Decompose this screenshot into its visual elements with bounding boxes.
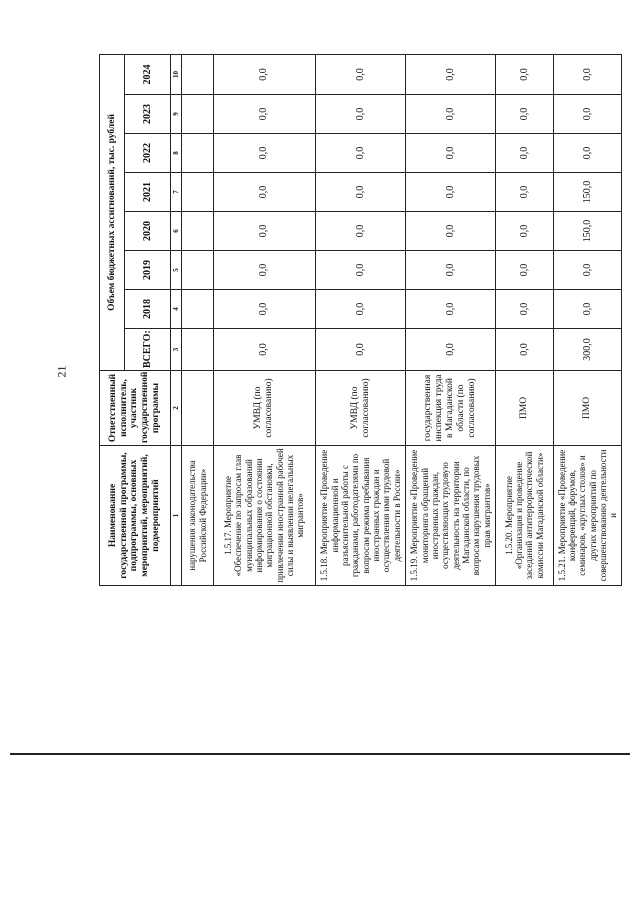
cell-value: 0,0	[495, 95, 553, 134]
table-row	[182, 54, 213, 585]
column-number: 8	[170, 134, 182, 173]
cell-value: 0,0	[406, 134, 495, 173]
page-number: 21	[54, 365, 69, 378]
cell-value: 0,0	[213, 173, 315, 212]
cell-value: 300,0	[554, 329, 622, 371]
header-year: 2019	[125, 251, 171, 290]
budget-table	[99, 54, 622, 586]
table-row	[213, 54, 315, 585]
cell-value: 0,0	[213, 95, 315, 134]
header-name: Наименование государственной программы, подпрограммы, основных мероприятий, мероприятий, подмероприятий	[100, 446, 171, 586]
cell-executor	[182, 371, 213, 446]
cell-value: 0,0	[495, 54, 553, 94]
header-year: 2020	[125, 212, 171, 251]
cell-value: 0,0	[495, 173, 553, 212]
cell-name: 1.5.18. Мероприятие «Проведение информационной и разъяснительной работы с гражданами, работодателями по вопросам режима пребывания иностранных граждан и осуществления ими трудовой деятельности в России»	[315, 446, 406, 586]
cell-value: 0,0	[554, 54, 622, 94]
cell-value: 0,0	[315, 95, 406, 134]
header-year: 2023	[125, 95, 171, 134]
cell-value	[182, 95, 213, 134]
cell-value: 0,0	[315, 54, 406, 94]
header-year: 2022	[125, 134, 171, 173]
cell-value: 0,0	[315, 134, 406, 173]
cell-value: 0,0	[213, 54, 315, 94]
cell-value	[182, 54, 213, 94]
cell-value: 0,0	[315, 212, 406, 251]
cell-value: 0,0	[406, 95, 495, 134]
cell-value: 0,0	[495, 134, 553, 173]
cell-name: нарушения законодательства Российской Федерации»	[182, 446, 213, 586]
cell-value: 0,0	[213, 290, 315, 329]
table-row	[495, 54, 553, 585]
cell-name: 1.5.20. Мероприятие «Организация и проведение заседаний антитеррористической комиссии Магаданской области»	[495, 446, 553, 586]
cell-name: 1.5.21. Мероприятие «Проведение конференций, форумов, семинаров, «круглых столов» и других мероприятий по совершенствованию деятельности и	[554, 446, 622, 586]
column-number: 5	[170, 251, 182, 290]
cell-value: 0,0	[315, 173, 406, 212]
cell-value: 0,0	[495, 290, 553, 329]
cell-executor: УМВД (по согласованию)	[213, 371, 315, 446]
cell-value: 0,0	[406, 329, 495, 371]
cell-value: 0,0	[213, 251, 315, 290]
cell-value	[182, 290, 213, 329]
table-row	[406, 54, 495, 585]
cell-executor: ПМО	[554, 371, 622, 446]
column-number: 2	[170, 371, 182, 446]
cell-value: 0,0	[315, 251, 406, 290]
header-executor: Ответственный исполнитель, участник государственной программы	[100, 371, 171, 446]
cell-value: 0,0	[406, 173, 495, 212]
cell-value: 0,0	[554, 290, 622, 329]
cell-executor: государственная инспекция труда в Магаданской области (по согласованию)	[406, 371, 495, 446]
header-total: ВСЕГО:	[125, 329, 171, 371]
cell-value: 0,0	[315, 290, 406, 329]
horizontal-rule	[10, 753, 630, 755]
column-number: 6	[170, 212, 182, 251]
table-row	[315, 54, 406, 585]
budget-table-wrapper	[99, 55, 622, 586]
column-number: 10	[170, 54, 182, 94]
cell-value: 0,0	[213, 329, 315, 371]
cell-value	[182, 212, 213, 251]
cell-value: 0,0	[406, 251, 495, 290]
header-year: 2021	[125, 173, 171, 212]
cell-value: 0,0	[495, 251, 553, 290]
cell-value: 0,0	[554, 95, 622, 134]
cell-value: 150,0	[554, 212, 622, 251]
cell-value	[182, 329, 213, 371]
cell-value: 0,0	[315, 329, 406, 371]
column-number: 1	[170, 446, 182, 586]
header-year: 2024	[125, 54, 171, 94]
cell-name: 1.5.19. Мероприятие «Проведение мониторинга обращений иностранных граждан, осуществляющих трудовую деятельность на территории Магаданской области, по вопросам нарушения трудовых прав мигрантов»	[406, 446, 495, 586]
cell-value: 0,0	[406, 290, 495, 329]
cell-executor: УМВД (по согласованию)	[315, 371, 406, 446]
table-row	[554, 54, 622, 585]
cell-value: 0,0	[495, 212, 553, 251]
cell-value	[182, 134, 213, 173]
column-number: 4	[170, 290, 182, 329]
cell-value: 0,0	[554, 134, 622, 173]
cell-value: 0,0	[495, 329, 553, 371]
cell-value: 0,0	[213, 134, 315, 173]
cell-value: 0,0	[554, 251, 622, 290]
cell-name: 1.5.17. Мероприятие «Обеспечение по запросам глав муниципальных образований информирования о состоянии миграционной обстановки, привлечении иностранной рабочей силы и выявлении нелегальных мигрантов»	[213, 446, 315, 586]
header-year: 2018	[125, 290, 171, 329]
cell-executor: ПМО	[495, 371, 553, 446]
cell-value: 0,0	[406, 212, 495, 251]
cell-value	[182, 173, 213, 212]
column-number: 7	[170, 173, 182, 212]
column-number: 9	[170, 95, 182, 134]
cell-value	[182, 251, 213, 290]
cell-value: 0,0	[406, 54, 495, 94]
cell-value: 150,0	[554, 173, 622, 212]
cell-value: 0,0	[213, 212, 315, 251]
header-volume: Объем бюджетных ассигнований, тыс. рублей	[100, 54, 125, 370]
column-number: 3	[170, 329, 182, 371]
